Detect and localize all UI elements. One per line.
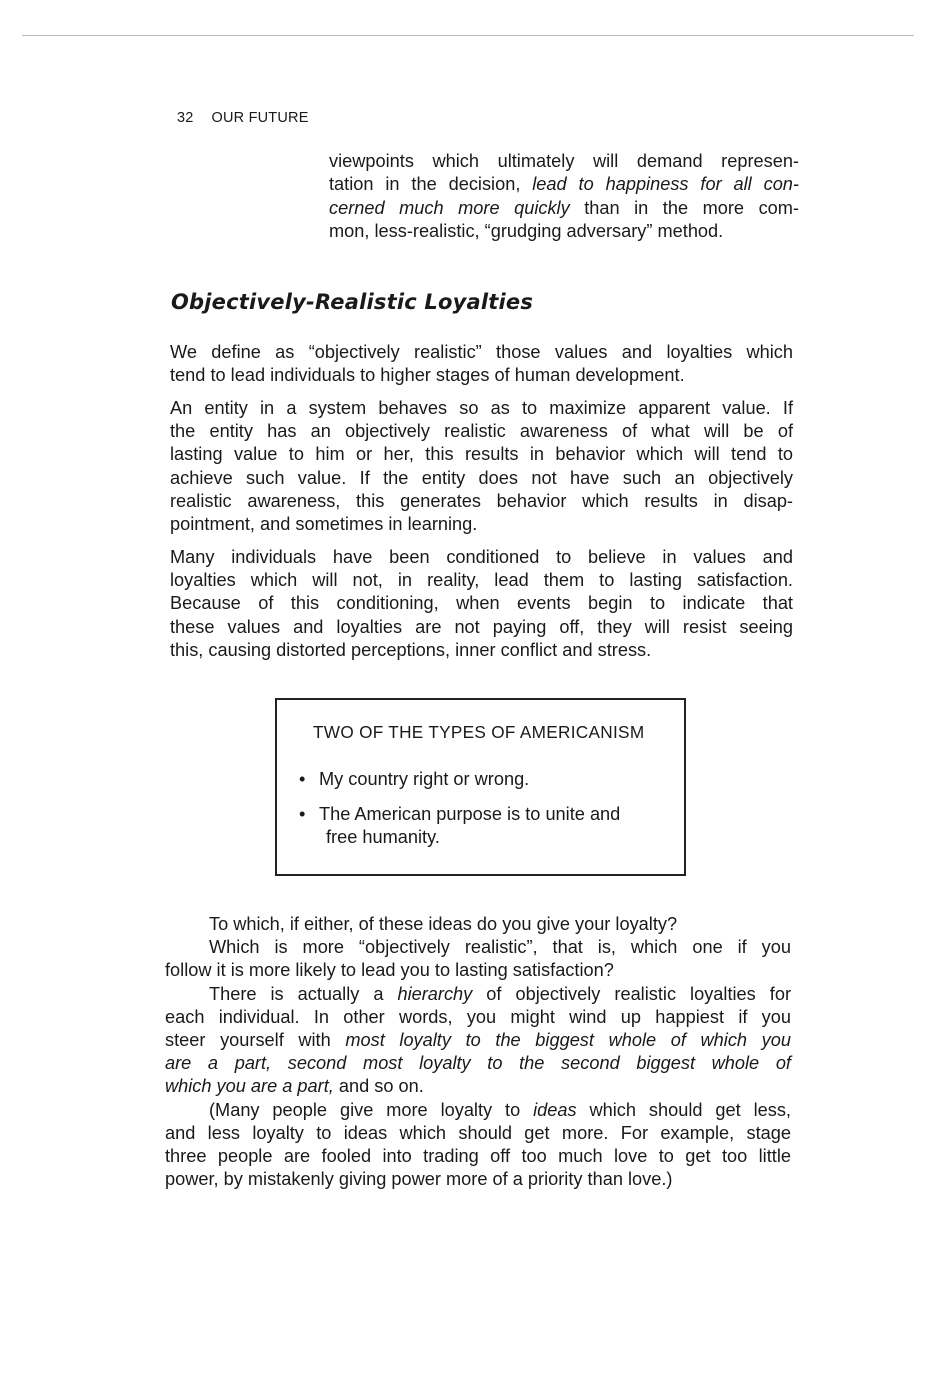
text-line bbox=[165, 1122, 791, 1145]
text-segment: which should get less, bbox=[576, 1099, 791, 1120]
text-line: We define as “objectively realistic” those values and loyalties which bbox=[170, 342, 793, 362]
text-segment: follow it is more likely to lead you to lasting satisfaction? bbox=[165, 960, 614, 981]
page-number: 32 bbox=[177, 110, 194, 126]
text-segment: steer yourself with bbox=[165, 1030, 346, 1051]
text-line: achieve such value. If the entity does not have such an objectively bbox=[170, 467, 793, 488]
italic-text: most loyalty to the biggest whole of which you bbox=[345, 1030, 791, 1051]
text-line bbox=[165, 959, 791, 982]
text-line bbox=[329, 173, 799, 196]
text-line: An entity in a system behaves so as to maximize apparent value. If bbox=[170, 398, 793, 418]
running-head-title: OUR FUTURE bbox=[211, 110, 309, 126]
text-segment: (Many people give more loyalty to bbox=[209, 1099, 534, 1120]
italic-text: hierarchy bbox=[397, 983, 473, 1004]
box-title: TWO OF THE TYPES OF AMERICANISM bbox=[313, 722, 645, 742]
text-segment: tation in the decision, bbox=[329, 174, 533, 195]
text-segment: three people are fooled into trading off too much love to get too little bbox=[165, 1146, 791, 1167]
americanism-box bbox=[275, 698, 686, 876]
text-line: tend to lead individuals to higher stages of human development. bbox=[170, 365, 685, 386]
italic-text: which you are a part, bbox=[165, 1076, 334, 1097]
text-segment: viewpoints which ultimately will demand represen- bbox=[329, 151, 799, 171]
text-segment: power, by mistakenly giving power more of a priority than love.) bbox=[165, 1169, 673, 1190]
box-item-text: My country right or wrong. bbox=[319, 769, 530, 789]
italic-text: are a part, second most loyalty to the second biggest whole of bbox=[165, 1053, 791, 1074]
continuation-paragraph bbox=[329, 150, 799, 244]
text-line bbox=[165, 1052, 791, 1075]
paragraph-1 bbox=[170, 341, 793, 387]
box-item-text: The American purpose is to unite and bbox=[319, 804, 621, 824]
text-segment: To which, if either, of these ideas do you give your loyalty? bbox=[209, 914, 678, 934]
text-line bbox=[165, 1006, 791, 1029]
text-line: Because of this conditioning, when events begin to indicate that bbox=[170, 593, 793, 614]
box-bullet-item bbox=[299, 803, 620, 849]
text-segment: and less loyalty to ideas which should get more. For example, stage bbox=[165, 1122, 791, 1143]
text-segment: Which is more “objectively realistic”, that is, which one if you bbox=[209, 937, 791, 958]
section-heading: Objectively-Realistic Loyalties bbox=[171, 290, 534, 314]
bullet-icon: • bbox=[299, 804, 306, 824]
questions-section bbox=[165, 913, 791, 1191]
text-segment: each individual. In other words, you might wind up happiest if you bbox=[165, 1006, 791, 1027]
text-line bbox=[165, 983, 791, 1006]
running-head bbox=[177, 110, 309, 126]
box-bullet-item bbox=[299, 768, 529, 791]
italic-text: cerned much more quickly bbox=[329, 197, 570, 218]
text-line bbox=[165, 1099, 791, 1122]
text-segment: of objectively realistic loyalties for bbox=[472, 983, 791, 1004]
text-segment: than in the more com- bbox=[569, 197, 799, 218]
text-line bbox=[329, 220, 799, 243]
bullet-icon: • bbox=[299, 769, 306, 789]
text-line bbox=[165, 936, 791, 959]
box-item-text-continued: free humanity. bbox=[326, 827, 440, 848]
text-line bbox=[165, 1168, 791, 1191]
text-line bbox=[165, 913, 791, 936]
text-line: these values and loyalties are not paying off, they will resist seeing bbox=[170, 616, 793, 637]
paragraph-2 bbox=[170, 397, 793, 536]
text-segment: and so on. bbox=[333, 1076, 424, 1097]
text-line: the entity has an objectively realistic awareness of what will be of bbox=[170, 421, 793, 442]
text-line: this, causing distorted perceptions, inner conflict and stress. bbox=[170, 639, 652, 660]
text-line bbox=[165, 1029, 791, 1052]
text-line bbox=[329, 197, 799, 220]
text-line bbox=[165, 1075, 791, 1098]
text-line bbox=[165, 1145, 791, 1168]
italic-text: lead to happiness for all con- bbox=[532, 174, 799, 195]
text-line: Many individuals have been conditioned to believe in values and bbox=[170, 547, 793, 567]
text-line bbox=[329, 150, 799, 173]
text-line: loyalties which will not, in reality, lead them to lasting satisfaction. bbox=[170, 570, 793, 591]
text-segment: There is actually a bbox=[209, 983, 398, 1004]
text-line: pointment, and sometimes in learning. bbox=[170, 514, 478, 535]
text-line: realistic awareness, this generates behavior which results in disap- bbox=[170, 490, 793, 511]
paragraph-3 bbox=[170, 546, 793, 662]
text-line: lasting value to him or her, this results in behavior which will tend to bbox=[170, 444, 793, 465]
text-segment: mon, less-realistic, “grudging adversary” method. bbox=[329, 221, 724, 242]
italic-text: ideas bbox=[533, 1099, 577, 1120]
top-rule bbox=[22, 35, 914, 36]
